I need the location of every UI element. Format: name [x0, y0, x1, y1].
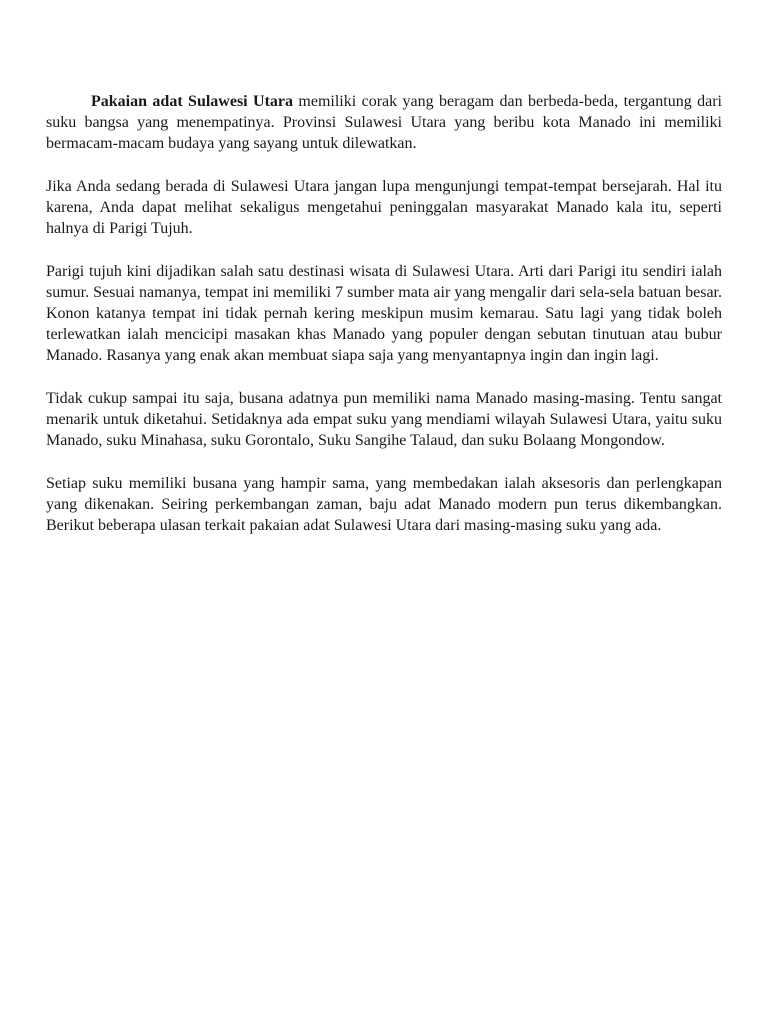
intro-paragraph	[46, 91, 722, 155]
document-page	[46, 91, 722, 557]
paragraph-2: Parigi tujuh kini dijadikan salah satu destinasi wisata di Sulawesi Utara. Arti dari Parigi itu sendiri ialah sumur. Sesuai namanya, tempat ini memiliki 7 sumber mata air yang mengalir dari sela-sela batuan besar. Konon katanya tempat ini tidak pernah kering meskipun musim kemarau. Satu lagi yang tidak boleh terlewatkan ialah mencicipi masakan khas Manado yang populer dengan sebutan tinutuan atau bubur Manado. Rasanya yang enak akan membuat siapa saja yang menyantapnya ingin dan ingin lagi.	[46, 262, 722, 365]
paragraph-1: Jika Anda sedang berada di Sulawesi Utara jangan lupa mengunjungi tempat-tempat bersejarah. Hal itu karena, Anda dapat melihat sekaligus mengetahui peninggalan masyarakat Manado kala itu, seperti halnya di Parigi Tujuh.	[46, 177, 722, 238]
paragraph-3: Tidak cukup sampai itu saja, busana adatnya pun memiliki nama Manado masing-masing. Tentu sangat menarik untuk diketahui. Setidaknya ada empat suku yang mendiami wilayah Sulawesi Utara, yaitu suku Manado, suku Minahasa, suku Gorontalo, Suku Sangihe Talaud, dan suku Bolaang Mongondow.	[46, 389, 722, 450]
paragraph-4: Setiap suku memiliki busana yang hampir sama, yang membedakan ialah aksesoris dan perlengkapan yang dikenakan. Seiring perkembangan zaman, baju adat Manado modern pun terus dikembangkan. Berikut beberapa ulasan terkait pakaian adat Sulawesi Utara dari masing-masing suku yang ada.	[46, 474, 722, 534]
intro-text: memiliki corak yang beragam dan berbeda-beda, tergantung dari suku bangsa yang menempatinya. Provinsi Sulawesi Utara yang beribu kota Manado ini memiliki bermacam-macam budaya yang sayang untuk dilewatkan.	[46, 93, 723, 153]
intro-bold-lead: Pakaian adat Sulawesi Utara	[91, 93, 294, 110]
